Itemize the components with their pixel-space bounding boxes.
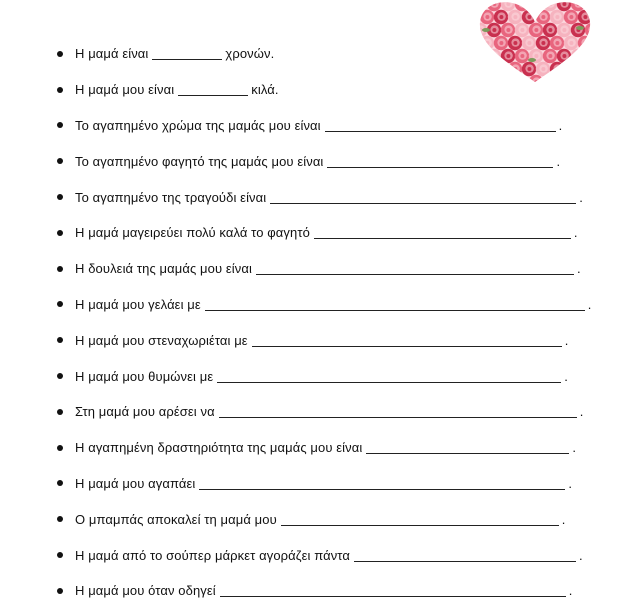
prompt-suffix: . [572,440,577,456]
bullet-icon [57,552,63,558]
prompt-list [52,36,622,609]
rose [557,49,571,63]
prompt-text: Το αγαπημένο χρώμα της μαμάς μου είναι [75,117,321,133]
prompt-text: Η μαμά μου θυμώνει με [75,368,214,384]
bullet-icon [57,230,63,236]
answer-blank[interactable] [217,370,561,383]
bullet-icon [57,122,63,128]
prompt-suffix: χρονών. [225,46,275,62]
rose [564,10,578,24]
bullet-icon [57,158,63,164]
rose [536,10,550,24]
bullet-icon [57,409,63,415]
prompt-suffix: . [568,583,573,599]
rose [557,23,571,37]
rose [487,49,501,63]
rose [550,10,564,24]
rose [543,23,557,37]
rose [536,36,550,50]
prompt-suffix: . [568,475,573,491]
rose [508,10,522,24]
rose [494,36,508,50]
rose [480,10,494,24]
rose [571,49,585,63]
prompt-text: Η μαμά από το σούπερ μάρκετ αγοράζει πάντα [75,547,350,563]
rose [585,49,594,63]
list-item [52,466,622,502]
rose [494,10,508,24]
list-item [52,108,622,144]
prompt-text: Η μαμά μου γελάει με [75,296,201,312]
leaf [528,58,536,62]
prompt-text: Η μαμά μου αγαπάει [75,475,196,491]
rose [571,23,585,37]
rose [564,36,578,50]
prompt-suffix: . [558,117,563,133]
answer-blank[interactable] [325,119,556,132]
rose [585,0,594,11]
answer-blank[interactable] [199,477,565,490]
rose [522,10,536,24]
rose [515,23,529,37]
rose [564,62,578,76]
prompt-suffix: . [578,547,583,563]
rose [501,75,515,84]
bullet-icon [57,373,63,379]
rose [536,62,550,76]
bullet-icon [57,51,63,57]
rose [543,49,557,63]
bullet-icon [57,87,63,93]
prompt-text: Η αγαπημένη δραστηριότητα της μαμάς μου είναι [75,440,363,456]
list-item [52,322,622,358]
rose [476,75,487,84]
list-item [52,430,622,466]
answer-blank[interactable] [205,298,585,311]
bullet-icon [57,337,63,343]
prompt-text: Το αγαπημένο της τραγούδι είναι [75,189,267,205]
answer-blank[interactable] [314,226,571,239]
list-item [52,358,622,394]
rose [529,0,543,11]
leaf [482,28,490,32]
answer-blank[interactable] [354,549,576,562]
prompt-text: Ο μπαμπάς αποκαλεί τη μαμά μου [75,511,277,527]
answer-blank[interactable] [270,191,576,204]
prompt-text: Το αγαπημένο φαγητό της μαμάς μου είναι [75,153,324,169]
rose [578,62,592,76]
prompt-suffix: . [573,225,578,241]
rose [508,36,522,50]
prompt-suffix: . [556,153,561,169]
leaf [576,26,584,30]
rose [571,75,585,84]
list-item [52,251,622,287]
prompt-suffix: . [579,404,584,420]
rose [578,10,592,24]
rose [494,62,508,76]
rose [578,36,592,50]
list-item [52,537,622,573]
answer-blank[interactable] [152,47,222,60]
bullet-icon [57,194,63,200]
answer-blank[interactable] [219,405,577,418]
rose [557,75,571,84]
rose [476,0,487,11]
rose [501,49,515,63]
rose [480,36,494,50]
bullet-icon [57,480,63,486]
answer-blank[interactable] [178,83,248,96]
answer-blank[interactable] [220,584,566,597]
prompt-suffix: . [564,368,568,384]
prompt-suffix: . [576,261,581,277]
bullet-icon [57,301,63,307]
prompt-suffix: . [579,189,583,205]
rose [508,62,522,76]
prompt-text: Η μαμά μου είναι [75,82,175,98]
rose [476,49,487,63]
list-item [52,501,622,537]
list-item [52,179,622,215]
bullet-icon [57,266,63,272]
bullet-icon [57,588,63,594]
prompt-suffix: . [587,296,592,312]
prompt-text: Η μαμά μου όταν οδηγεί [75,583,216,599]
prompt-text: Η μαμά μου στεναχωριέται με [75,332,248,348]
rose [550,62,564,76]
answer-blank[interactable] [281,513,559,526]
bullet-icon [57,445,63,451]
list-item [52,394,622,430]
answer-blank[interactable] [252,334,562,347]
list-item [52,143,622,179]
prompt-suffix: . [564,332,569,348]
prompt-suffix: κιλά. [251,82,279,98]
list-item [52,573,622,609]
answer-blank[interactable] [256,262,574,275]
rose [585,75,594,84]
rose [522,36,536,50]
prompt-text: Η μαμά είναι [75,46,149,62]
prompt-text: Η δουλειά της μαμάς μου είναι [75,261,252,277]
prompt-suffix: . [561,511,566,527]
list-item [52,287,622,323]
bullet-icon [57,516,63,522]
list-item [52,215,622,251]
answer-blank[interactable] [327,155,553,168]
rose [501,23,515,37]
rose [480,62,494,76]
rose [529,23,543,37]
rose [550,36,564,50]
prompt-text: Η μαμά μαγειρεύει πολύ καλά το φαγητό [75,225,310,241]
rose [487,75,501,84]
answer-blank[interactable] [366,441,569,454]
rose [515,49,529,63]
rose [543,75,557,84]
rose [522,62,536,76]
prompt-text: Στη μαμά μου αρέσει να [75,404,215,420]
rose-heart-icon [476,0,594,84]
